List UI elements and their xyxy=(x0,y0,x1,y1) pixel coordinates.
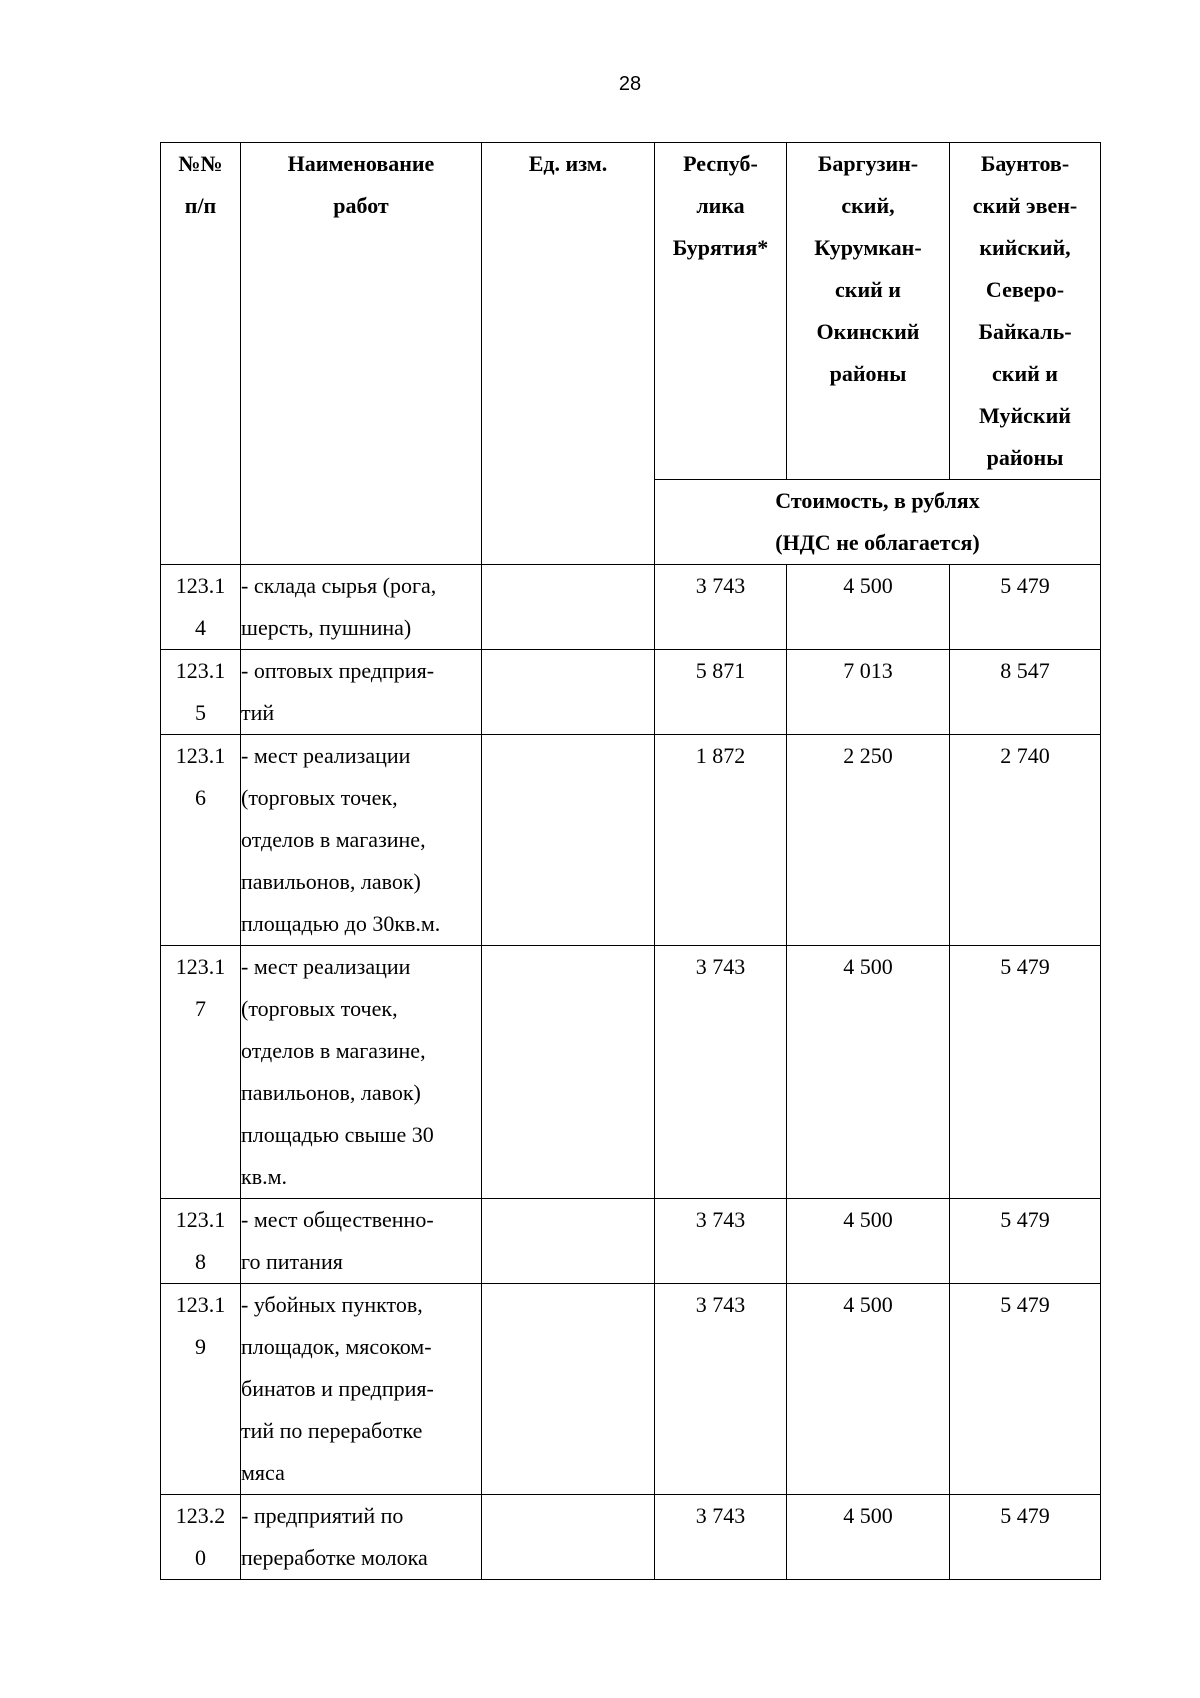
row-work-name: - предприятий по переработке молока xyxy=(241,1495,482,1580)
table-body xyxy=(161,565,1101,1580)
row-value-barguzin: 4 500 xyxy=(787,946,950,1199)
row-value-barguzin: 4 500 xyxy=(787,1495,950,1580)
table-row xyxy=(161,1495,1101,1580)
row-work-name: - склада сырья (рога, шерсть, пушнина) xyxy=(241,565,482,650)
table-row xyxy=(161,1284,1101,1495)
row-number: 123.1 8 xyxy=(161,1199,241,1284)
row-value-bauntov: 5 479 xyxy=(950,1284,1101,1495)
row-value-barguzin: 2 250 xyxy=(787,735,950,946)
row-work-name: - убойных пунктов, площадок, мясоком- бинатов и предприя- тий по переработке мяса xyxy=(241,1284,482,1495)
price-table xyxy=(160,142,1101,1580)
row-value-barguzin: 4 500 xyxy=(787,1284,950,1495)
row-value-bauntov: 2 740 xyxy=(950,735,1101,946)
row-number: 123.1 4 xyxy=(161,565,241,650)
row-value-bauntov: 5 479 xyxy=(950,565,1101,650)
row-work-name: - мест общественно- го питания xyxy=(241,1199,482,1284)
table-row xyxy=(161,735,1101,946)
table-row xyxy=(161,565,1101,650)
row-work-name: - мест реализации (торговых точек, отделов в магазине, павильонов, лавок) площадью свыше 30 кв.м. xyxy=(241,946,482,1199)
row-value-republic: 3 743 xyxy=(655,1284,787,1495)
row-value-bauntov: 5 479 xyxy=(950,946,1101,1199)
row-number: 123.1 5 xyxy=(161,650,241,735)
row-value-barguzin: 4 500 xyxy=(787,1199,950,1284)
row-unit xyxy=(482,650,655,735)
row-number: 123.1 6 xyxy=(161,735,241,946)
row-work-name: - мест реализации (торговых точек, отделов в магазине, павильонов, лавок) площадью до 30кв.м. xyxy=(241,735,482,946)
row-value-bauntov: 5 479 xyxy=(950,1199,1101,1284)
row-value-bauntov: 8 547 xyxy=(950,650,1101,735)
row-number: 123.1 7 xyxy=(161,946,241,1199)
row-value-republic: 3 743 xyxy=(655,1199,787,1284)
header-barguzin: Баргузин- ский, Курумкан- ский и Окинский районы xyxy=(787,143,950,480)
table-row xyxy=(161,650,1101,735)
row-unit xyxy=(482,565,655,650)
row-unit xyxy=(482,735,655,946)
header-cost-label: Стоимость, в рублях (НДС не облагается) xyxy=(655,480,1101,565)
row-value-barguzin: 7 013 xyxy=(787,650,950,735)
row-value-bauntov: 5 479 xyxy=(950,1495,1101,1580)
row-value-republic: 3 743 xyxy=(655,565,787,650)
table-row xyxy=(161,946,1101,1199)
row-unit xyxy=(482,1495,655,1580)
row-unit xyxy=(482,946,655,1199)
header-bauntov: Баунтов- ский эвен- кийский, Северо- Байкаль- ский и Муйский районы xyxy=(950,143,1101,480)
table-row xyxy=(161,1199,1101,1284)
row-value-republic: 5 871 xyxy=(655,650,787,735)
row-number: 123.1 9 xyxy=(161,1284,241,1495)
row-number: 123.2 0 xyxy=(161,1495,241,1580)
page-number: 28 xyxy=(618,73,642,95)
row-value-republic: 1 872 xyxy=(655,735,787,946)
row-value-republic: 3 743 xyxy=(655,946,787,1199)
row-value-republic: 3 743 xyxy=(655,1495,787,1580)
header-unit: Ед. изм. xyxy=(482,143,655,565)
row-unit xyxy=(482,1284,655,1495)
row-work-name: - оптовых предприя- тий xyxy=(241,650,482,735)
header-work-name: Наименование работ xyxy=(241,143,482,565)
header-number: №№ п/п xyxy=(161,143,241,565)
table-header xyxy=(161,143,1101,565)
row-value-barguzin: 4 500 xyxy=(787,565,950,650)
header-republic: Респуб- лика Бурятия* xyxy=(655,143,787,480)
row-unit xyxy=(482,1199,655,1284)
